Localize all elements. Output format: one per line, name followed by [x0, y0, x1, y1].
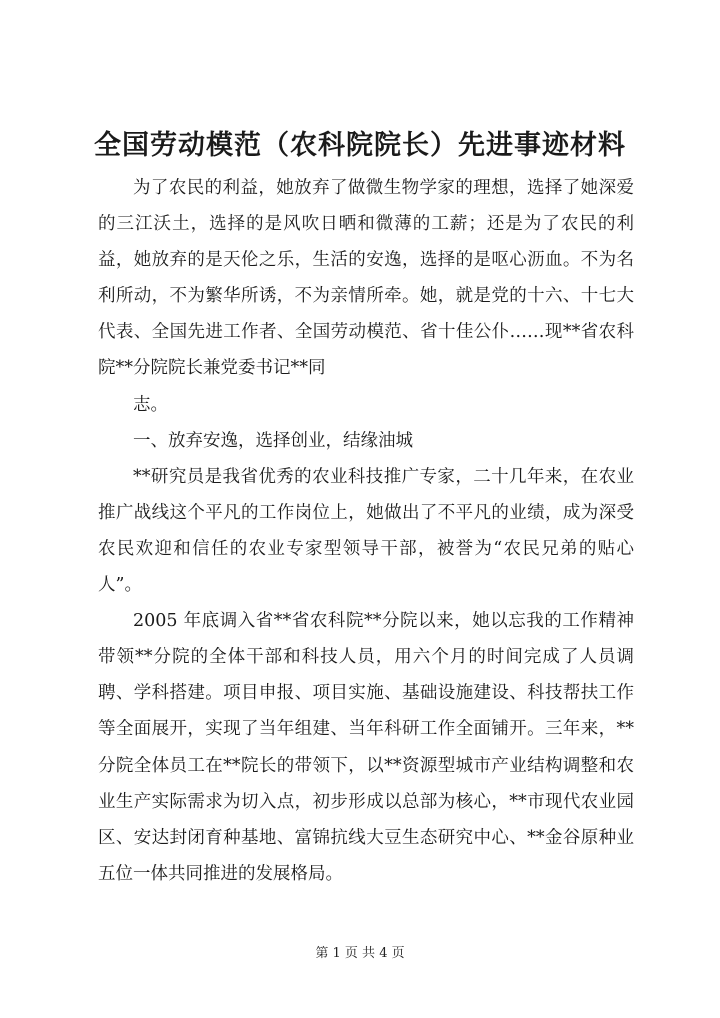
page-indicator: 第 1 页 共 4 页	[315, 946, 405, 961]
paragraph-2: **研究员是我省优秀的农业科技推广专家，二十几年来，在农业推广战线这个平凡的工作岗位上，她做出了不平凡的业绩，成为深受农民欢迎和信任的农业专家型领导干部，被誉为“农民兄弟的贴心人”。	[98, 466, 634, 596]
intro-paragraph: 为了农民的利益，她放弃了做微生物学家的理想，选择了她深爱的三江沃土，选择的是风吹日晒和微薄的工薪；还是为了农民的利益，她放弃的是天伦之乐，生活的安逸，选择的是呕心沥血。不为名利所动，不为繁华所诱，不为亲情所牵。她，就是党的十六、十七大代表、全国先进工作者、全国劳动模范、省十佳公仆……现**省农科院**分院院长兼党委书记**同	[98, 178, 634, 379]
paragraph-3: 2005 年底调入省**省农科院**分院以来，她以忘我的工作精神带领**分院的全体干部和科技人员，用六个月的时间完成了人员调聘、学科搭建。项目申报、项目实施、基础设施建设、科技帮扶工作等全面展开，实现了当年组建、当年科研工作全面铺开。三年来，**分院全体员工在**院长的带领下，以**资源型城市产业结构调整和农业生产实际需求为切入点，初步形成以总部为核心，**市现代农业园区、安达封闭育种基地、富锦抗线大豆生态研究中心、**金谷原种业五位一体共同推进的发展格局。	[98, 611, 634, 884]
section-heading: 一、放弃安逸，选择创业，结缘油城	[133, 430, 413, 451]
intro-block	[98, 170, 634, 892]
document-title: 全国劳动模范（农科院院长）先进事迹材料	[94, 130, 626, 161]
intro-paragraph-tail: 志。	[133, 394, 168, 415]
